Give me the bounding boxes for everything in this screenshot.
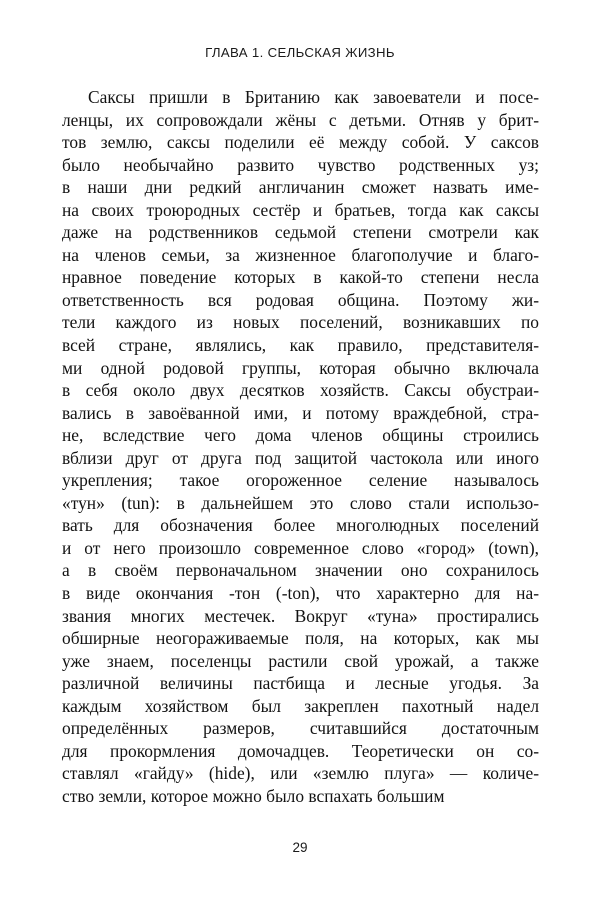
text-line-content: и от него произошло современное слово «город» (town), bbox=[62, 537, 539, 558]
text-line-content: звания многих местечек. Вокруг «туна» простирались bbox=[62, 605, 539, 626]
text-line bbox=[62, 695, 539, 718]
text-line bbox=[62, 266, 539, 289]
text-line-content: а в своём первоначальном значении оно сохранилось bbox=[62, 560, 539, 581]
text-line-content: ленцы, их сопровождали жёны с детьми. Отняв у брит- bbox=[62, 109, 539, 130]
text-line-content: уже знаем, поселенцы растили свой урожай, а также bbox=[62, 650, 539, 671]
text-line-content: ство земли, которое можно было вспахать большим bbox=[62, 785, 445, 806]
text-line bbox=[62, 514, 539, 537]
text-line bbox=[62, 762, 539, 785]
text-line-content: вать для обозначения более многолюдных поселений bbox=[62, 515, 539, 536]
text-line-content: было необычайно развито чувство родственных уз; bbox=[62, 154, 539, 175]
text-line bbox=[62, 537, 539, 560]
text-line bbox=[62, 650, 539, 673]
text-line bbox=[62, 289, 539, 312]
text-line bbox=[62, 86, 539, 109]
text-line-content: тели каждого из новых поселений, возникавших по bbox=[62, 312, 539, 333]
text-line bbox=[62, 740, 539, 763]
text-line-content: определённых размеров, считавшийся достаточным bbox=[62, 718, 539, 739]
text-line bbox=[62, 311, 539, 334]
body-paragraph bbox=[62, 86, 539, 808]
text-line bbox=[62, 424, 539, 447]
text-line bbox=[62, 469, 539, 492]
text-line bbox=[62, 559, 539, 582]
text-line bbox=[62, 109, 539, 132]
body-text-block bbox=[62, 86, 539, 808]
text-line bbox=[62, 357, 539, 380]
text-line-content: обширные неогораживаемые поля, на которых, как мы bbox=[62, 628, 539, 649]
page-number: 29 bbox=[292, 840, 308, 855]
text-line-content: «тун» (tun): в дальнейшем это слово стали использо- bbox=[62, 492, 539, 513]
text-line-content: тов землю, саксы поделили её между собой. У саксов bbox=[62, 132, 539, 153]
text-line-content: вались в завоёванной ими, и потому враждебной, стра- bbox=[62, 402, 539, 423]
text-line bbox=[62, 492, 539, 515]
text-line-content: Саксы пришли в Британию как завоеватели и посе- bbox=[88, 87, 539, 107]
text-line-content: нравное поведение которых в какой-то степени несла bbox=[62, 267, 539, 288]
running-head: ГЛАВА 1. СЕЛЬСКАЯ ЖИЗНЬ bbox=[205, 45, 395, 60]
text-line bbox=[62, 605, 539, 628]
text-line-content: на членов семьи, за жизненное благополучие и благо- bbox=[62, 244, 539, 265]
text-line-content: не, вследствие чего дома членов общины строились bbox=[62, 425, 539, 446]
text-line bbox=[62, 627, 539, 650]
text-line bbox=[62, 717, 539, 740]
text-line-content: на своих троюродных сестёр и братьев, тогда как саксы bbox=[62, 199, 539, 220]
text-line bbox=[62, 379, 539, 402]
text-line bbox=[62, 334, 539, 357]
text-line-content: в себя около двух десятков хозяйств. Саксы обустраи- bbox=[62, 380, 539, 401]
text-line bbox=[62, 221, 539, 244]
text-line-content: ми одной родовой группы, которая обычно включала bbox=[62, 357, 539, 378]
text-line bbox=[62, 447, 539, 470]
text-line-content: различной величины пастбища и лесные угодья. За bbox=[62, 673, 539, 694]
text-line-content: каждым хозяйством был закреплен пахотный надел bbox=[62, 695, 539, 716]
text-line-content: для прокормления домочадцев. Теоретически он со- bbox=[62, 740, 539, 761]
text-line bbox=[62, 582, 539, 605]
text-line bbox=[62, 402, 539, 425]
text-line bbox=[62, 244, 539, 267]
text-line bbox=[62, 672, 539, 695]
text-line bbox=[62, 199, 539, 222]
text-line bbox=[62, 176, 539, 199]
text-line-content: вблизи друг от друга под защитой частокола или иного bbox=[62, 447, 539, 468]
text-line bbox=[62, 131, 539, 154]
text-line-content: в виде окончания -тон (-ton), что характерно для на- bbox=[62, 583, 539, 604]
text-line bbox=[62, 154, 539, 177]
text-line-content: ставлял «гайду» (hide), или «землю плуга» — количе- bbox=[62, 763, 539, 784]
text-line-content: в наши дни редкий англичанин сможет назвать име- bbox=[62, 177, 539, 198]
text-line bbox=[62, 785, 539, 808]
text-line-content: даже на родственников седьмой степени смотрели как bbox=[62, 222, 539, 243]
text-line-content: укрепления; такое огороженное селение называлось bbox=[62, 470, 539, 491]
text-line-content: всей стране, являлись, как правило, представителя- bbox=[62, 335, 539, 356]
text-line-content: ответственность вся родовая община. Поэтому жи- bbox=[62, 289, 539, 310]
